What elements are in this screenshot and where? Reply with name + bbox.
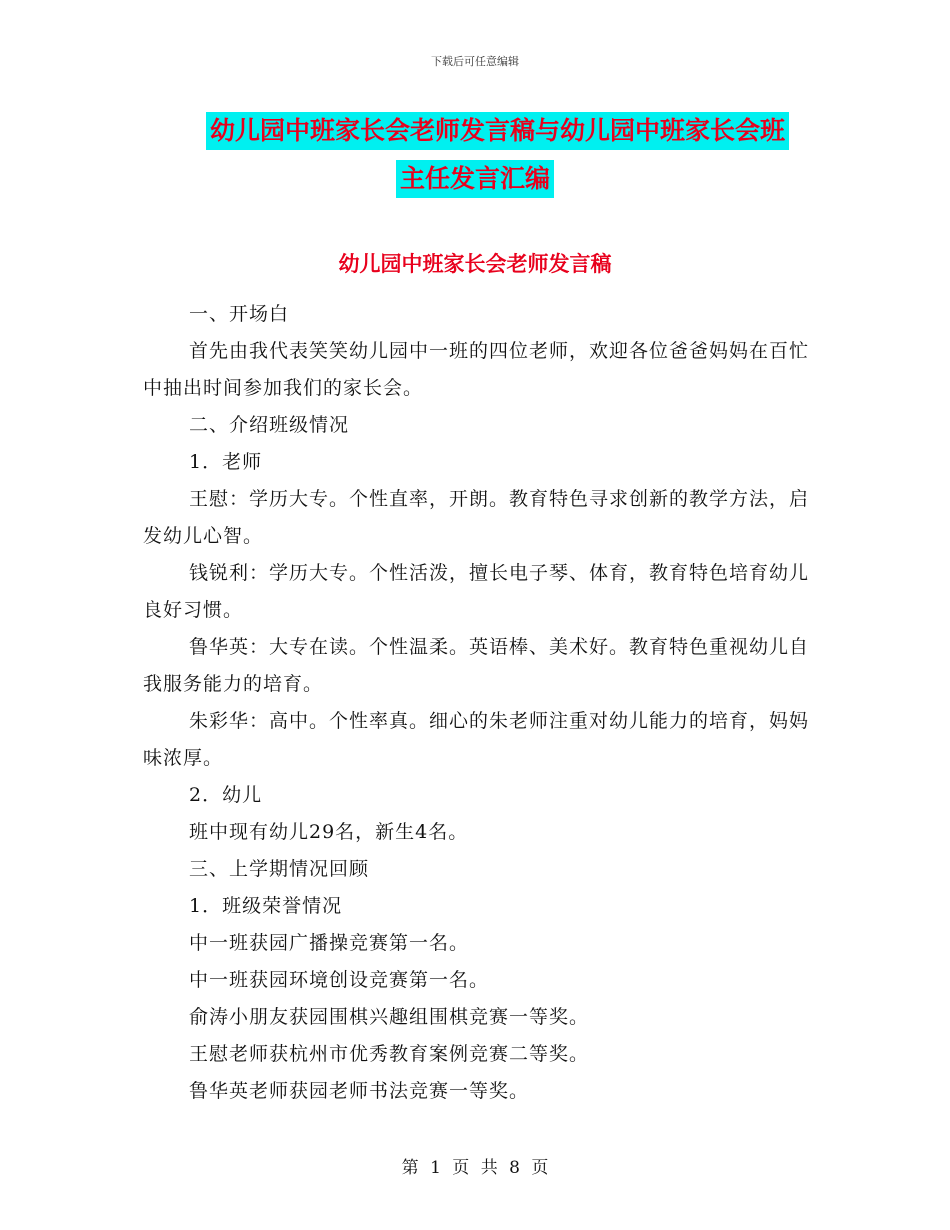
paragraph: 中一班获园环境创设竞赛第一名。	[189, 969, 490, 991]
paragraph: 1．班级荣誉情况	[189, 895, 343, 917]
section-heading: 幼儿园中班家长会老师发言稿	[338, 252, 612, 276]
paragraph: 1．老师	[189, 451, 263, 473]
document-title	[0, 112, 950, 198]
paragraph: 中一班获园广播操竞赛第一名。	[189, 932, 470, 954]
paragraph: 一、开场白	[189, 303, 290, 325]
paragraph: 三、上学期情况回顾	[189, 858, 370, 880]
paragraph: 2．幼儿	[189, 784, 263, 806]
title-line-1: 幼儿园中班家长会老师发言稿与幼儿园中班家长会班	[206, 112, 789, 150]
paragraph: 朱彩华：高中。个性率真。细心的朱老师注重对幼儿能力的培育，妈妈味浓厚。	[143, 710, 810, 769]
paragraph: 鲁华英老师获园老师书法竞赛一等奖。	[189, 1080, 530, 1102]
page-footer: 第 1 页 共 8 页	[401, 1158, 549, 1178]
paragraph: 俞涛小朋友获园围棋兴趣组围棋竞赛一等奖。	[189, 1006, 590, 1028]
paragraph: 王慰：学历大专。个性直率，开朗。教育特色寻求创新的教学方法，启发幼儿心智。	[143, 488, 810, 547]
header-note: 下载后可任意编辑	[431, 55, 519, 68]
title-line-2: 主任发言汇编	[396, 160, 554, 198]
paragraph: 王慰老师获杭州市优秀教育案例竞赛二等奖。	[189, 1043, 590, 1065]
paragraph: 首先由我代表笑笑幼儿园中一班的四位老师，欢迎各位爸爸妈妈在百忙中抽出时间参加我们的家长会。	[143, 340, 810, 399]
document-body	[143, 296, 809, 1110]
paragraph: 班中现有幼儿29名，新生4名。	[189, 821, 469, 843]
paragraph: 二、介绍班级情况	[189, 414, 350, 436]
paragraph: 鲁华英：大专在读。个性温柔。英语棒、美术好。教育特色重视幼儿自我服务能力的培育。	[143, 636, 810, 695]
paragraph: 钱锐利：学历大专。个性活泼，擅长电子琴、体育，教育特色培育幼儿良好习惯。	[143, 562, 810, 621]
